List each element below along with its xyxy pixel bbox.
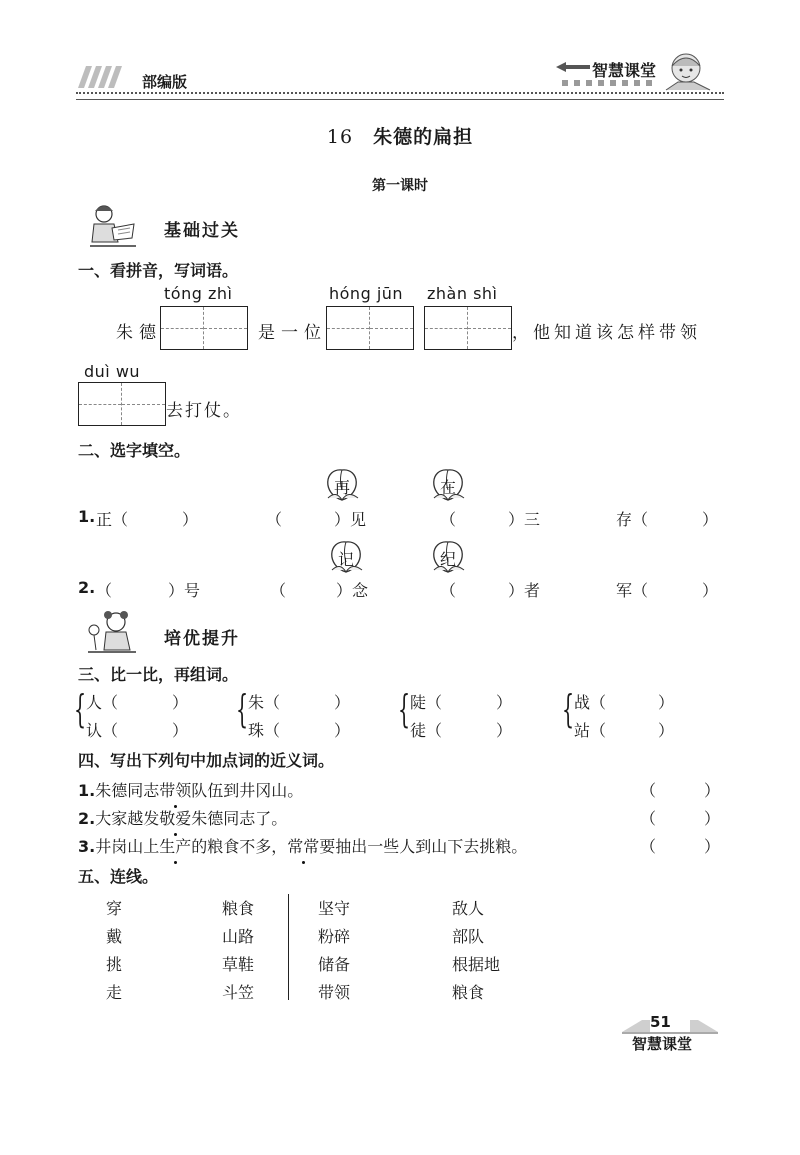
- q4-item1-dotted-word: 带领: [159, 778, 191, 801]
- match-right-item[interactable]: 斗笠: [222, 983, 255, 1002]
- q3-heading: 三、比一比，再组词。: [78, 665, 239, 684]
- lesson-title-text: 朱德的扁担: [373, 126, 474, 148]
- q3-pair4-bottom: 站（: [574, 721, 607, 740]
- brace: {: [236, 687, 249, 731]
- q2-row2-c-open: （: [440, 581, 457, 600]
- brace: {: [562, 687, 575, 731]
- match-left-item[interactable]: 戴: [106, 927, 123, 946]
- q3-pair1-top: 人（: [86, 693, 119, 712]
- lesson-number: 16: [326, 126, 354, 148]
- peach-char-zai1: 再: [334, 478, 351, 497]
- peach-char-ji2: 纪: [440, 550, 457, 569]
- lesson-title: [0, 122, 800, 149]
- answer-grid-duiwu[interactable]: [78, 382, 166, 426]
- match-right-item[interactable]: 根据地: [452, 955, 501, 974]
- q3-pair2-top: 朱（: [248, 693, 281, 712]
- q1-text-mid: 是一位: [258, 323, 327, 343]
- match-left-item[interactable]: 带领: [318, 983, 351, 1002]
- peach-char-ji1: 记: [338, 550, 355, 569]
- pinyin-tongzhi: tóng zhì: [164, 284, 233, 303]
- header-rule: [76, 92, 724, 100]
- header-brand: 智慧课堂: [592, 61, 657, 80]
- match-right-item[interactable]: 部队: [452, 927, 485, 946]
- q4-item2-number: 2.: [78, 809, 96, 828]
- q3-close: ）: [334, 693, 351, 712]
- answer-grid-zhanshi[interactable]: [424, 306, 512, 350]
- q4-item3-number: 3.: [78, 837, 96, 856]
- q2-row1-a: 正（: [96, 510, 129, 529]
- answer-grid-tongzhi[interactable]: [160, 306, 248, 350]
- q4-item1-pre: 朱德同志: [95, 781, 160, 800]
- q2-row1-c-open: （: [440, 510, 457, 529]
- match-right-item[interactable]: 粮食: [222, 899, 255, 918]
- brace: {: [398, 687, 411, 731]
- edition-label: 部编版: [142, 73, 188, 91]
- q2-row2-a: （: [96, 581, 113, 600]
- match-left-item[interactable]: 挑: [106, 955, 123, 974]
- q3-pair1-bottom: 认（: [86, 721, 119, 740]
- q3-close: ）: [496, 693, 513, 712]
- q1-text-last: 去打仗。: [166, 401, 242, 421]
- peach-char-zai2: 在: [440, 478, 457, 497]
- match-left-item[interactable]: 坚守: [318, 899, 351, 918]
- q4-item3-post2: 要抽出一些人到山下去挑粮。: [319, 837, 528, 856]
- q4-item3-pre: 井岗山上: [95, 837, 160, 856]
- q2-row2-c: ）者: [508, 581, 541, 600]
- match-divider: [288, 894, 289, 1000]
- q4-item2: [78, 806, 287, 829]
- q5-heading: 五、连线。: [78, 867, 159, 886]
- match-left-item[interactable]: 穿: [106, 899, 123, 918]
- match-right-item[interactable]: 粮食: [452, 983, 485, 1002]
- q3-close: ）: [334, 721, 351, 740]
- q4-item1: [78, 778, 303, 801]
- q2-row1-d-close: ）: [702, 510, 719, 529]
- header-stripes-decoration: [78, 66, 128, 88]
- q2-heading: 二、选字填空。: [78, 441, 191, 460]
- pinyin-zhanshi: zhàn shì: [427, 284, 498, 303]
- q1-heading: 一、看拼音，写词语。: [78, 261, 239, 280]
- q3-pair2-bottom: 珠（: [248, 721, 281, 740]
- q2-row2-d: 军（: [616, 581, 649, 600]
- session-title: 第一课时: [372, 178, 428, 194]
- match-left-item[interactable]: 储备: [318, 955, 351, 974]
- page-number: 51: [650, 1013, 671, 1031]
- q2-row2-number: 2.: [78, 578, 96, 597]
- match-right-item[interactable]: 敌人: [452, 899, 485, 918]
- q4-answer3-close: ）: [704, 837, 721, 856]
- section-basic-title: 基础过关: [164, 221, 240, 241]
- boy-reading-icon: [86, 202, 138, 248]
- q4-item2-post: 朱德同志了。: [191, 809, 288, 828]
- q4-item1-number: 1.: [78, 781, 96, 800]
- match-left-item[interactable]: 粉碎: [318, 927, 351, 946]
- q3-close: ）: [172, 693, 189, 712]
- q4-answer1-open: （: [640, 781, 657, 800]
- section-advanced-title: 培优提升: [164, 629, 240, 649]
- q4-answer3-open: （: [640, 837, 657, 856]
- q3-close: ）: [658, 721, 675, 740]
- footer-brand: 智慧课堂: [632, 1035, 693, 1053]
- match-left-item[interactable]: 走: [106, 983, 123, 1002]
- q4-answer2-open: （: [640, 809, 657, 828]
- brace: {: [74, 687, 87, 731]
- q4-item1-post: 队伍到井冈山。: [191, 781, 304, 800]
- q3-pair3-top: 陡（: [410, 693, 443, 712]
- q2-row2-a-close: ）号: [168, 581, 201, 600]
- q2-row1-a-close: ）: [182, 510, 199, 529]
- q4-item2-pre: 大家越发: [95, 809, 160, 828]
- q2-row1-c: ）三: [508, 510, 541, 529]
- pinyin-hongjun: hóng jūn: [329, 284, 404, 303]
- q4-item2-dotted-word: 敬爱: [159, 806, 191, 829]
- q2-row1-b: ）见: [334, 510, 367, 529]
- match-right-item[interactable]: 山路: [222, 927, 255, 946]
- q4-heading: 四、写出下列句中加点词的近义词。: [78, 751, 335, 770]
- q4-item3-post: 的粮食不多，: [191, 837, 288, 856]
- q2-row1-b-open: （: [266, 510, 283, 529]
- q3-close: ）: [172, 721, 189, 740]
- q4-item3-dotted-word: 生产: [159, 834, 191, 857]
- q4-item3-dotted-word-2: 常常: [287, 834, 319, 857]
- q3-pair4-top: 战（: [574, 693, 607, 712]
- q3-pair3-bottom: 徒（: [410, 721, 443, 740]
- q2-row1-d: 存（: [616, 510, 649, 529]
- q2-row1-number: 1.: [78, 507, 96, 526]
- match-right-item[interactable]: 草鞋: [222, 955, 255, 974]
- q2-row2-b: ）念: [336, 581, 369, 600]
- girl-flower-icon: [86, 608, 138, 654]
- q1-text-end: ，他知道该怎样带领: [512, 323, 701, 343]
- q4-answer1-close: ）: [704, 781, 721, 800]
- answer-grid-hongjun[interactable]: [326, 306, 414, 350]
- header-squares-decoration: [562, 80, 664, 86]
- q1-text-start: 朱德: [116, 323, 162, 343]
- q2-row2-b-open: （: [270, 581, 287, 600]
- q4-answer2-close: ）: [704, 809, 721, 828]
- pinyin-duiwu: duì wu: [84, 362, 141, 381]
- arrow-icon: [556, 60, 590, 74]
- q3-close: ）: [496, 721, 513, 740]
- q4-item3: [78, 834, 527, 857]
- cartoon-girl-icon: [658, 52, 718, 92]
- q2-row2-d-close: ）: [702, 581, 719, 600]
- q3-close: ）: [658, 693, 675, 712]
